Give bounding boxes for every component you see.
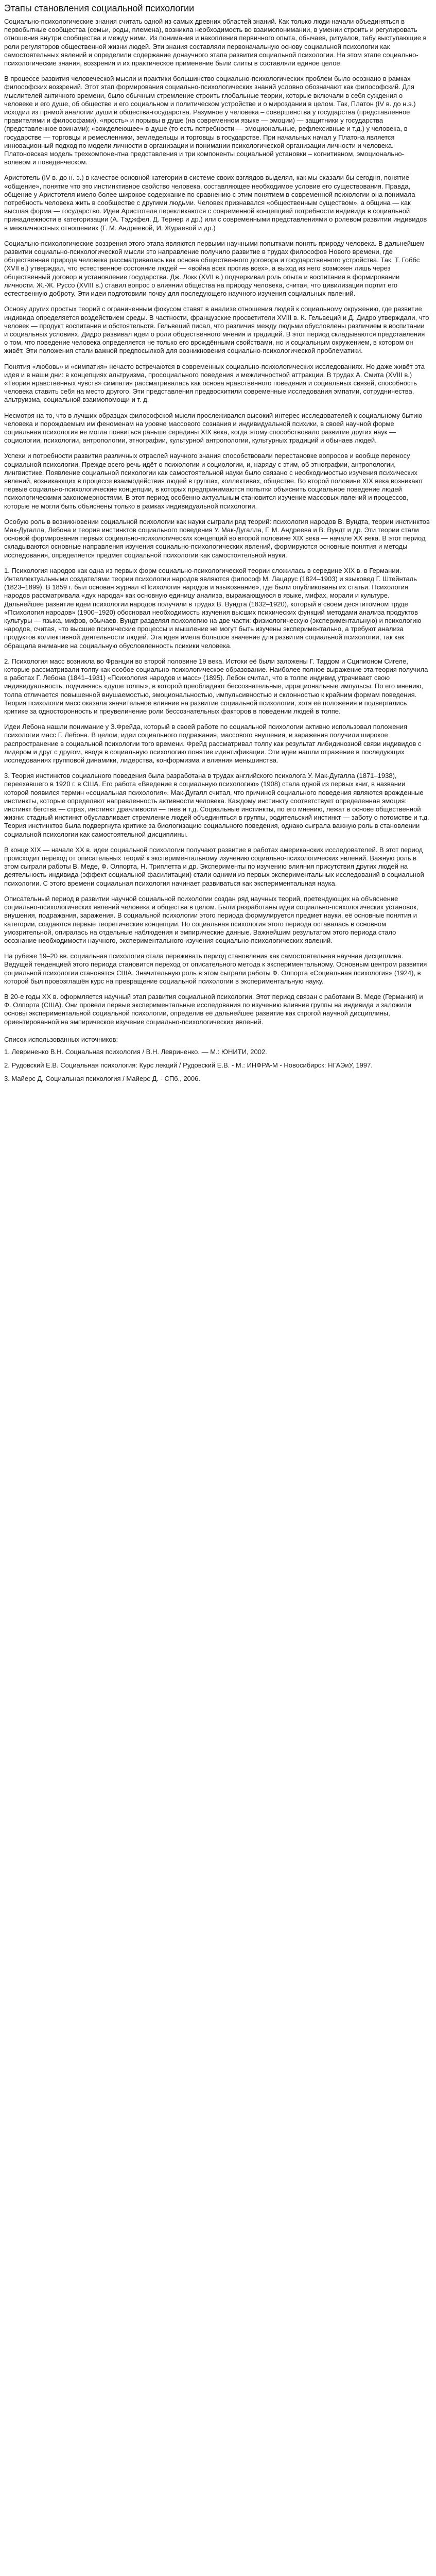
- article-paragraph: 1. Психология народов как одна из первых форм социально-психологической теории сложилась в середине XIX в. в Германии. Интеллектуальными создателями теории психологии народов являются философ М. Лацарус (1824–1903) и языковед Г. Штейнталь (1823–1899). В 1859 г. был основан журнал «Психология народов и языкознание», где были опубликованы их статьи. Психология народов рассматривала «дух народа» как основную единицу анализа, выражающуюся в языке, мифах, морали и культуре. Дальнейшее развитие идеи психологии народов получили в трудах В. Вундта (1832–1920), который в своем десятитомном труде «Психология народов» (1900–1920) обосновал необходимость изучения высших психических функций методами анализа продуктов культуры — языка, мифов, обычаев. Вундт разделял психологию на две части: физиологическую (экспериментальную) и психологию народов, считая, что высшие психические процессы и мышление не могут быть изучены экспериментально, а требуют анализа продуктов коллективной деятельности людей. Эта идея имела большое значение для развития социальной психологии, так как обращала внимание на социальную обусловленность психики человека.: [4, 566, 422, 650]
- article-paragraph: Социально-психологические знания считать одной из самых древних областей знаний. Как только люди начали объединяться в первобытные сообщества (семьи, роды, племена), возникла необходимость во взаимопонимании, в умении строить и регулировать отношения внутри сообщества и между ними. Из понимания и накопления первичного опыта, обычаев, ритуалов, табу выступающие в роли регуляторов общественной жизни людей. Эти знания составляли первоначальную основу социальной психологии как самостоятельных явлений и определили содержание донаучного этапа развития социальной психологии. На этом этапе социально-психологические знания, воззрения и их практическое применение были слиты в составляли единое целое.: [4, 18, 427, 67]
- article-paragraph: Идеи Лебона нашли понимание у З.Фрейда, который в своей работе по социальной психологии активно использовал положения психологии масс Г. Лебона. В целом, идеи социального подражания, массового внушения, и заражения получили широкое распространение в социальной психологии того времени. Фрейд рассматривал толпу как результат либидинозной связи индивидов с лидером и друг с другом, вводя в социальную психологию понятие идентификации. Эти идеи нашли отражение в последующих исследованиях групповой динамики, лидерства, конформизма и влияния меньшинства.: [4, 723, 422, 765]
- source-item: 3. Майерс Д. Социальная психология / Майерс Д. - СПб., 2006.: [4, 1074, 200, 1082]
- sources-heading: Список использованных источников:: [4, 1035, 118, 1043]
- article-paragraph: Понятия «любовь» и «симпатия» нечасто встречаются в современных социально-психологических исследованиях. Но даже живёт эта идея и в наши дни: в концепциях альтруизма, просоциального поведения и межличностной аттракции. В трудах А. Смита (XVIII в.) «Теория нравственных чувств» симпатия рассматривалась как основа нравственного поведения и социальных связей, способность человека ставить себя на место другого. Эти представления предвосхитили современные исследования эмпатии, сотрудничества, альтруизма, социальной взаимопомощи и т. д.: [4, 362, 425, 404]
- article-paragraph: На рубеже 19–20 вв. социальная психология стала переживать период становления как самостоятельная научная дисциплина. Ведущей тенденцией этого периода становится переход от описательного метода к экспериментальному. Основным центром развития социальной психологии становятся США. Значительную роль в этом сыграли работы Ф. Олпорта «Социальная психология» (1924), в которой был провозглашён курс на превращение социальной психологии в экспериментальную науку.: [4, 952, 427, 985]
- article-paragraph: В конце XIX — начале XX в. идеи социальной психологии получают развитие в работах американских исследователей. В этот период происходит переход от описательных теорий к экспериментальному изучению социально-психологических явлений. Важную роль в этом сыграли работы В. Меде, Ф. Олпорта, Н. Триплетта и др. Эксперименты по изучению влияния присутствия других людей на деятельность индивида (эффект социальной фасилитации) стали одними из первых экспериментальных исследований в социальной психологии. С этого времени социальная психология начинает развиваться как экспериментальная наука.: [4, 845, 424, 887]
- article-paragraph: Социально-психологические воззрения этого этапа являются первыми научными попытками понять природу человека. В дальнейшем развитии социально-психологической мысли это направление получило развитие в трудах философов Нового времени, где общественная природа человека рассматривалась как основа общественного договора и государственного устройства. Так, Т. Гоббс (XVII в.) утверждал, что естественное состояние людей — «война всех против всех», а выход из него возможен лишь через общественный договор и установление государства. Дж. Локк (XVII в.) подчеркивал роль опыта и воспитания в формировании личности. Ж.-Ж. Руссо (XVIII в.) ставил вопрос о влиянии общества на природу человека, считая, что цивилизация портит его естественную доброту. Эти идеи подготовили почву для последующего научного изучения социальных явлений.: [4, 239, 425, 298]
- article-paragraph: Несмотря на то, что в лучших образцах философской мысли прослеживался высокий интерес исследователей к социальному бытию человека и порождаемым им феноменам на уровне массового сознания и индивидуальной психики, в своей научной форме социальная психология не могла появиться раньше середины XIX века, когда этому способствовало развитие других наук — социологии, психологии, антропологии, этнографии, культурной антропологии, культурных традиций и обычаев людей.: [4, 411, 423, 445]
- document-page: [0, 0, 436, 1092]
- page-title: Этапы становления социальной психологии: [4, 3, 195, 13]
- source-item: 2. Рудовский Е.В. Социальная психология: Курс лекций / Рудовский Е.В. - М.: ИНФРА-М - Новосибирск: НГАЭиУ, 1997.: [4, 1061, 373, 1069]
- article-paragraph: Успехи и потребности развития различных отраслей научного знания способствовали перестановке вопросов и вообще переносу социальной психологии. Прежде всего речь идёт о психологии и социологии, и, наряду с этим, об этнографии, антропологии, лингвистике. Появление социальной психологии как самостоятельной науки было связано с необходимостью изучения психических явлений, возникающих в процессе взаимодействия людей в группах, коллективах, обществе. Во второй половине XIX века возникают первые социально-психологические концепции, в которых предпринимаются попытки объяснить социальное поведение людей психологическими закономерностями. В этот период особенно актуальным становится изучение массовых явлений и процессов, которые не могли быть объяснены только в рамках индивидуальной психологии.: [4, 452, 424, 510]
- article-body: [4, 18, 430, 1026]
- article-paragraph: Аристотель (IV в. до н. э.) в качестве основной категории в системе своих взглядов выделял, как мы сказали бы сегодня, понятие «общение», понятие что это инстинктивное свойство человека, составляющее необходимое условие его существования. Правда, общение у Аристотеля имело более широкое содержание по сравнению с этим понятием в современной психологии она понимала потребность человека жить в сообществе с другими людьми. Человек признавался «общественным существом», а община — как высшая форма — государство. Идеи Аристотеля перекликаются с современной концепцией потребности индивида в социальной принадлежности в категоризации (А. Тэджфел, Д. Тернер и др.) или с современными представлениями о ролевом развитии индивидов в межличностных отношениях (Г. М. Андреевой, И. Жураевой и др.): [4, 174, 427, 232]
- sources-list: [4, 1048, 430, 1083]
- article-paragraph: В 20-е годы ХХ в. оформляется научный этап развития социальной психологии. Этот период связан с работами В. Меде (Германия) и Ф. Олпорта (США). Они провели первые экспериментальные исследования по изучению влияния группы на индивида и заложили основы экспериментальной социальной психологии, определив её дальнейшее развитие как строгой научной дисциплины, ориентированной на эмпирическое изучение социально-психологических явлений.: [4, 992, 423, 1026]
- article-paragraph: Основу других простых теорий с ограниченным фокусом ставят в анализе отношения людей к социальному окружению, где развитие индивида определяется воздействием среды. В частности, французские просветители XVIII в. К. Гельвеций и Д. Дидро утверждали, что человек — продукт воспитания и обстоятельств. Гельвеций писал, что различия между людьми обусловлены различием в воспитании и социальных условиях. Дидро развивал идеи о роли общественного мнения и традиций. В этот период складываются представления о том, что поведение человека определяется не только его врождёнными свойствами, но и социальным окружением, в котором он живёт. Эти положения стали важной предпосылкой для возникновения социально-психологической проблематики.: [4, 305, 429, 355]
- article-paragraph: 2. Психология масс возникла во Франции во второй половине 19 века. Истоки её были заложены Г. Тардом и Сципионом Сигеле, которые рассматривали толпу как особое социально-психологическое образование. Наиболее полное выражение эта теория получила в работах Г. Лебона (1841–1931) «Психология народов и масс» (1895). Лебон считал, что в толпе индивид утрачивает свою индивидуальность, подчиняясь «душе толпы», в которой преобладают бессознательные, иррациональные импульсы. По его мнению, толпа отличается повышенной внушаемостью, эмоциональностью, импульсивностью и склонностью к крайним формам поведения. Теория психологии масс оказала значительное влияние на развитие социальной психологии, хотя её положения и подвергались критике за односторонность и преувеличение роли бессознательных факторов в поведении людей в толпе.: [4, 657, 428, 716]
- article-paragraph: Описательный период в развитии научной социальной психологии создан ряд научных теорий, претендующих на объяснение социально-психологических явлений человека и общества в целом. Были разработаны идеи социально-психологических установок, внушения, подражания, заражения. В социальной психологии этого периода формулируется предмет науки, её основные понятия и категории, создаются первые теоретические концепции. Но социальная психология этого периода оставалась в основном умозрительной, опиралась на отдельные наблюдения и эмпирические данные. Важнейшим результатом этого периода стало осознание необходимости научного, экспериментального изучения социально-психологических явлений.: [4, 894, 418, 944]
- article-paragraph: В процессе развития человеческой мысли и практики большинство социально-психологических проблем было осознано в рамках философских воззрений. Этот этап формирования социально-психологических знаний условно обозначают как философский. Для мыслителей античного времени, было обычным стремление строить глобальные теории, которые включали в себя суждения о человеке и его душе, об обществе и его социальном и политическом устройстве и о мироздании в целом. Так, Платон (IV в. до н.э.) исходил из прямой аналогии души и общества-государства. Разумное у человека – совершенства у государства (представленное правителями и философами), «ярость» и порывы в душе (на современном языке — эмоции) — защитники у государства (представленное воинами); «вожделеющее» в душе (то есть потребности — эмоциональные, рефлексивные и т.д.) у человека, в государстве — торговцы и ремесленники, земледельцы и торговцы в государстве. При начальных начал у Платона является инновационный подход по модели личности в организации и понимании психологической организации личности и человека. Платоновская модель трехкомпонентна представления и три компоненты социальной установки – когнитивном, эмоционально-волевом и поведенческом.: [4, 75, 416, 166]
- article-paragraph: Особую роль в возникновении социальной психологии как науки сыграли ряд теорий: психология народов В. Вундта, теории инстинктов Мак-Дугалла, Лебона и теория инстинктов социального поведения У. Мак-Дугалла, Г. М. Андреева и В. Вундт и др. Эти теории стали основой формирования первых социально-психологических концепций во второй половине XIX века — начале XX века. В этот период складываются основные направления изучения социально-психологических явлений, формируются основные понятия и методы исследования, определяется предмет социальной психологии как самостоятельной науки.: [4, 517, 430, 559]
- source-item: 1. Левриненко В.Н. Социальная психология / В.Н. Левриненко. — М.: ЮНИТИ, 2002.: [4, 1047, 267, 1056]
- article-paragraph: 3. Теория инстинктов социального поведения была разработана в трудах английского психолога У. Мак-Дугалла (1871–1938), переехавшего в 1920 г. в США. Его работа «Введение в социальную психологию» (1908) стала одной из первых книг, в названии которой появился термин «социальная психология». Мак-Дугалл считал, что причиной социального поведения являются врожденные инстинкты, которые определяют направленность активности человека. Каждому инстинкту соответствует определенная эмоция: инстинкт бегства — страх, инстинкт драчливости — гнев и т.д. Социальные инстинкты, по его мнению, лежат в основе общественной жизни: стадный инстинкт обуславливает стремление людей объединяться в группы, родительский инстинкт — заботу о потомстве и т.д. Теория инстинктов была подвергнута критике за биологизацию социального поведения, однако сыграла важную роль в становлении социальной психологии как самостоятельной дисциплины.: [4, 772, 429, 838]
